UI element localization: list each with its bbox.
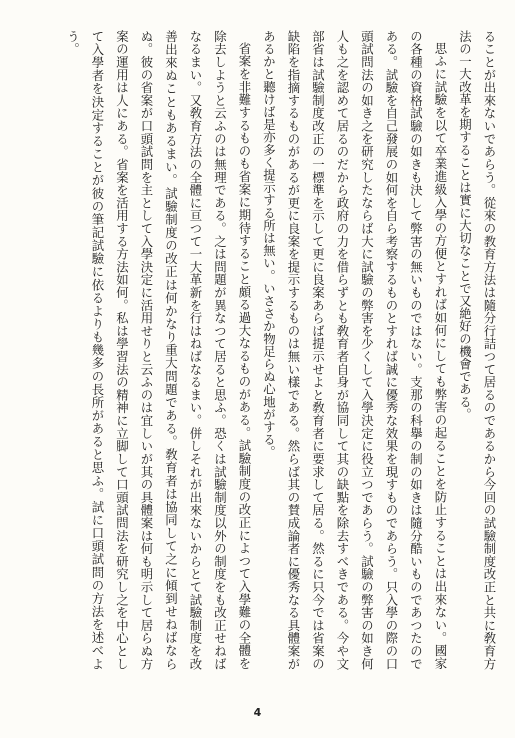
body-text-vertical bbox=[13, 30, 501, 670]
paragraph-2: 思ふに試驗を以て卒業進級入學の方便とすれば如何にしても弊害の起ることを防止することは出來ない。國家の各種の資格試驗の如きも決して弊害の無いものではない。支那の科擧の制の如きは隨分酷いものであつたのである。試驗を自己發展の如何を自ら考察するものとすれば誠に優秀な效果を現すものであらう。只入學の際の口頭試問法の如き之を研究したならば大に試驗の弊害を少くして入學決定に役立つであらう。試驗の弊害の如き何人も之を認めて居るのだから政府の力を借らずとも敎育者自身が協同して其の缺點を除去すべきである。今や文部省は試驗制度改正の一標準を示して更に良案あらば提示せよと敎育者に要求して居る。然るに只今では省案の缺陷を指摘するものがあるが更に良案を提示するものは無い樣である。然らば其の賛成論者に優秀なる具體案があるかと聽けば是亦多く提示する所は無い。いささか物足らぬ心地がする。 bbox=[261, 30, 448, 670]
paragraph-3: 省案を非難するものも省案に期待すること頗る過大なるものがある。試驗制度の改正によつて入學難の全體を除去しようと云ふのは無理である。之は問題が異なつて居ると思ふ。恐くは試驗制度以外の制度をも改正せねばなるまい。又敎育方法の全體に亘つて一大革新を行はねばなるまい。併しそれが出來ないからとて試驗制度を改善出來ぬこともあるまい。試驗制度の改正は何かなり重大問題である。敎育者は協同して之に傾到せねばならぬ。彼の省案が口頭試問を主として入學決定に活用せりと云ふのは宜しいが其の具體案は何も明示して居らぬ方案の運用は人にある。省案を活用する方法如何。私は學習法の精神に立脚して口頭試問法を研究し之を中心として入學者を決定することが彼の筆記試驗に依るよりも幾多の長所があると思ふ。試に口頭試問の方法を述べよう。 bbox=[65, 30, 252, 670]
page-number: 4 bbox=[253, 706, 262, 719]
paragraph-1: ることが出來ないであらう。從來の教育方法は隨分行詰つて居るのであるから今回の試驗制度改正と共に敎育方法の一大改革を期することは實に大切なことで又絶好の機會である。 bbox=[457, 30, 497, 670]
